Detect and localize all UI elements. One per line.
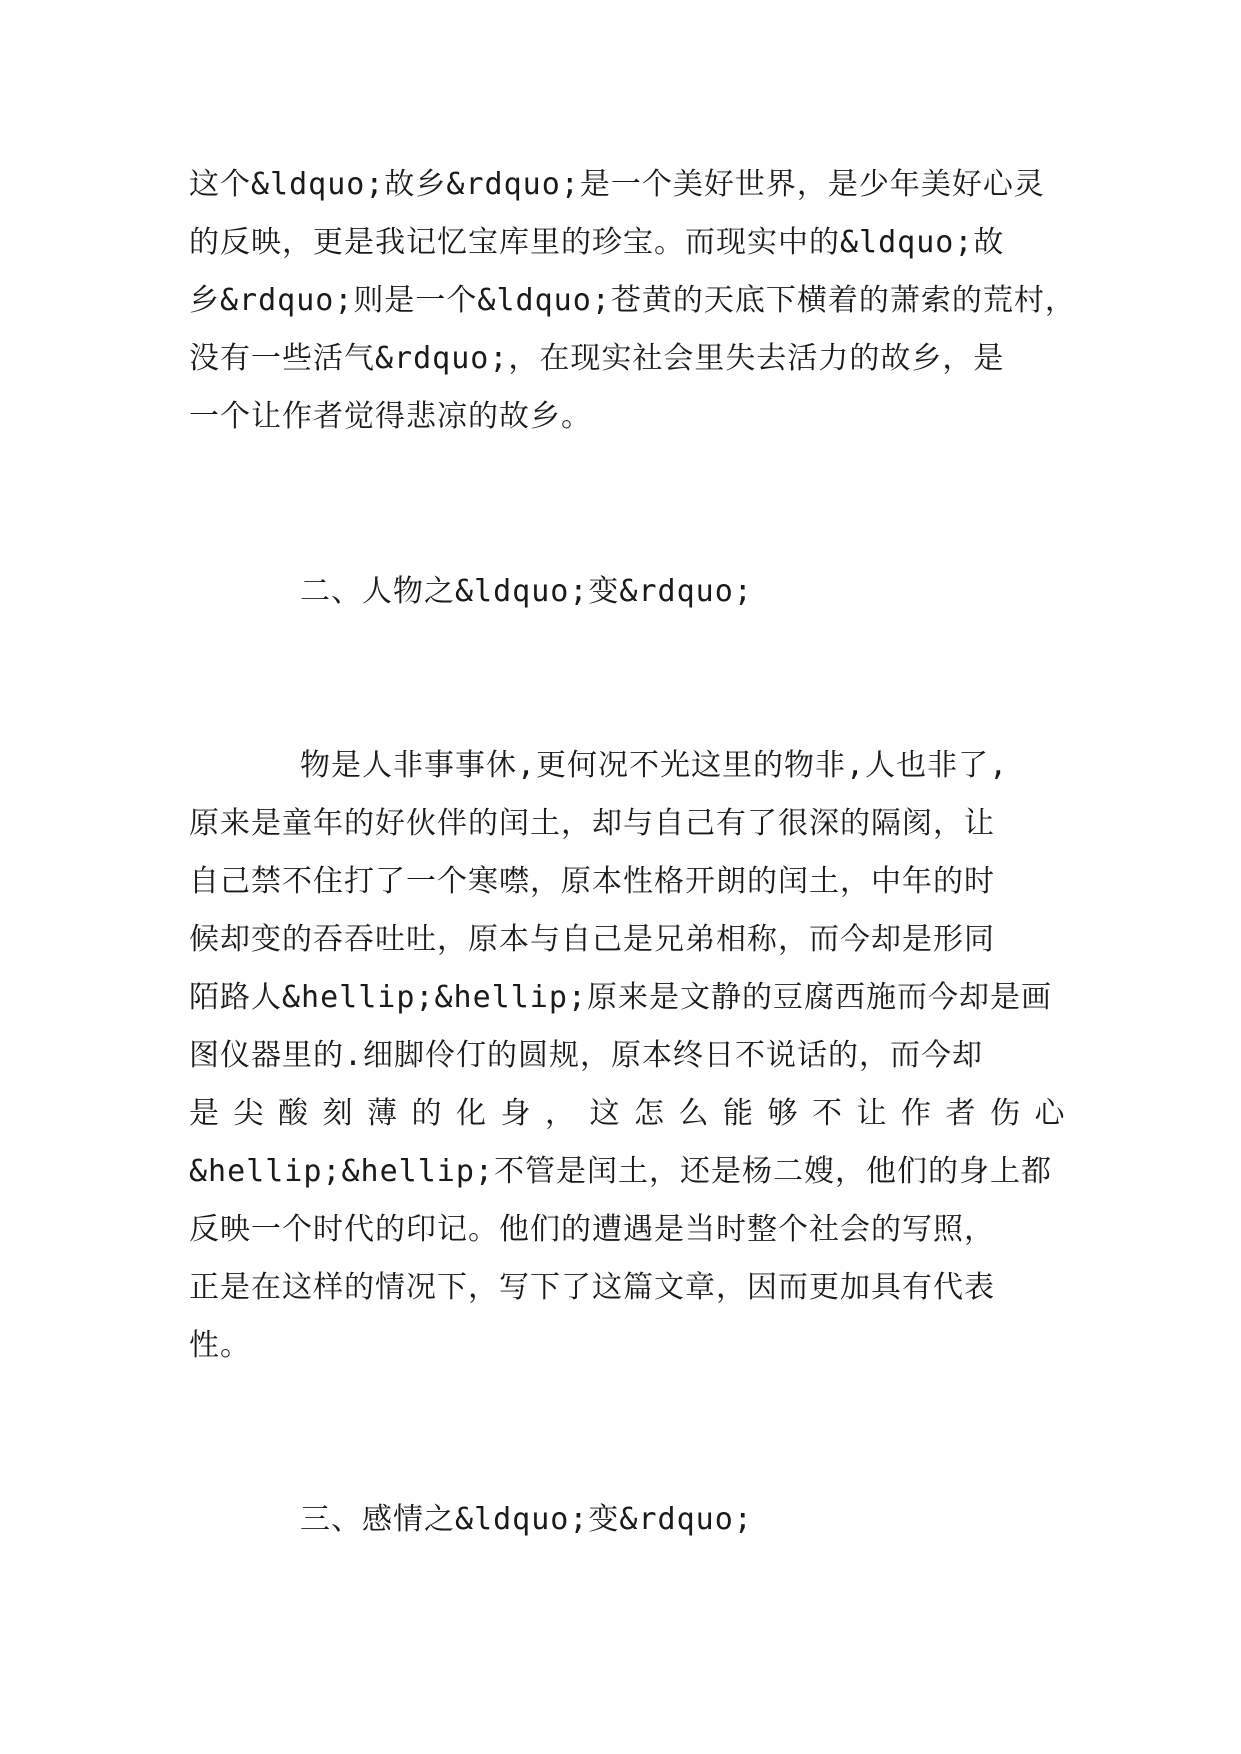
paragraph-line: 没有一些活气&rdquo;，在现实社会里失去活力的故乡，是 [189, 341, 1005, 376]
paragraph-line: 这个&ldquo;故乡&rdquo;是一个美好世界，是少年美好心灵 [189, 167, 1045, 202]
paragraph-line: 正是在这样的情况下，写下了这篇文章，因而更加具有代表 [189, 1270, 995, 1305]
section-heading: 三、感情之&ldquo;变&rdquo; [300, 1502, 753, 1537]
paragraph-line: 物是人非事事休,更何况不光这里的物非,人也非了, [300, 748, 1009, 783]
section-heading: 二、人物之&ldquo;变&rdquo; [300, 574, 753, 609]
paragraph-line: 是尖酸刻薄的化身，这怎么能够不让作者伤心 [189, 1096, 1079, 1131]
paragraph-line: 一个让作者觉得悲凉的故乡。 [189, 399, 592, 434]
paragraph-line: 的反映，更是我记忆宝库里的珍宝。而现实中的&ldquo;故 [189, 225, 1005, 260]
paragraph-line: 性。 [189, 1328, 251, 1363]
paragraph-line: 乡&rdquo;则是一个&ldquo;苍黄的天底下横着的萧索的荒村， [189, 283, 1076, 318]
paragraph-line: 自己禁不住打了一个寒噤，原本性格开朗的闰土，中年的时 [189, 864, 995, 899]
paragraph-line: 候却变的吞吞吐吐，原本与自己是兄弟相称，而今却是形同 [189, 922, 995, 957]
paragraph-line: &hellip;&hellip;不管是闰土，还是杨二嫂，他们的身上都 [189, 1154, 1052, 1189]
paragraph-line: 图仪器里的.细脚伶仃的圆规，原本终日不说话的，而今却 [189, 1038, 984, 1073]
paragraph-line: 反映一个时代的印记。他们的遭遇是当时整个社会的写照， [189, 1212, 995, 1247]
paragraph-line: 陌路人&hellip;&hellip;原来是文静的豆腐西施而今却是画 [189, 980, 1052, 1015]
paragraph-line: 原来是童年的好伙伴的闰土，却与自己有了很深的隔阂，让 [189, 806, 995, 841]
